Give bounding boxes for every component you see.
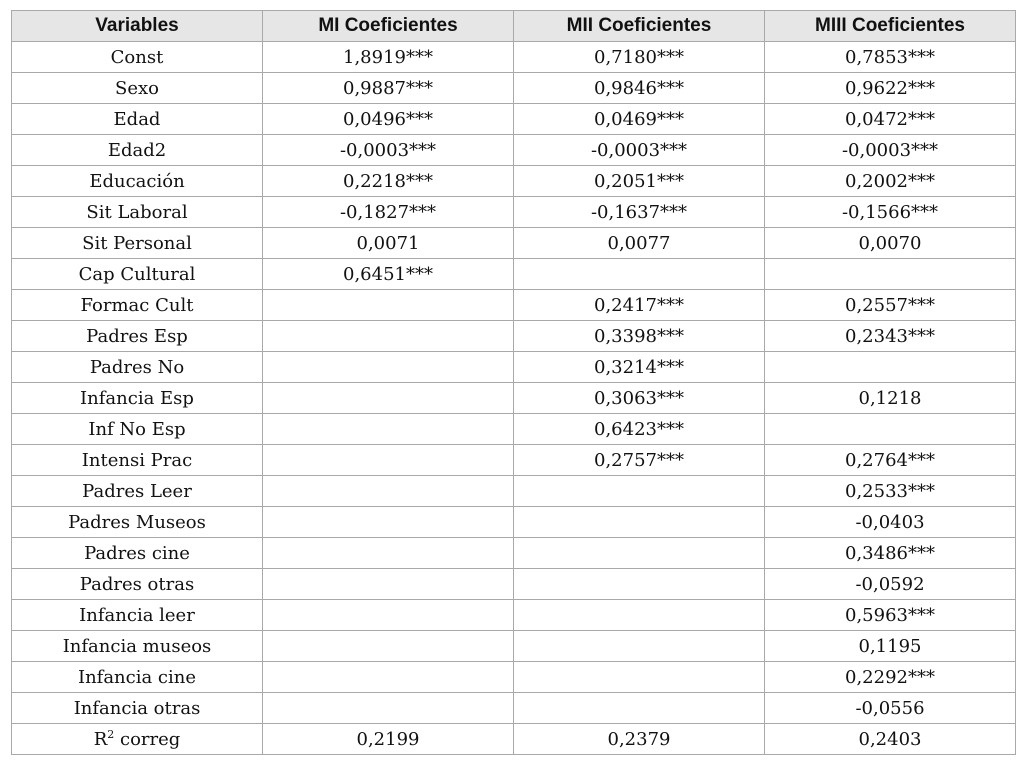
cell-mi: 1,8919*** [263, 42, 514, 73]
table-row [12, 104, 1016, 135]
cell-mi [263, 445, 514, 476]
r2-row [12, 724, 1016, 755]
cell-mii [514, 631, 765, 662]
cell-mii: 0,2051*** [514, 166, 765, 197]
cell-mi [263, 600, 514, 631]
cell-variable: Padres otras [12, 569, 263, 600]
cell-mii [514, 693, 765, 724]
table-row [12, 228, 1016, 259]
cell-variable: Inf No Esp [12, 414, 263, 445]
table-row [12, 507, 1016, 538]
r2-value-mi: 0,2199 [263, 724, 514, 755]
cell-miii: -0,0003*** [765, 135, 1016, 166]
cell-mii: 0,0077 [514, 228, 765, 259]
cell-miii: 0,2002*** [765, 166, 1016, 197]
cell-miii: 0,7853*** [765, 42, 1016, 73]
cell-mi [263, 321, 514, 352]
table-row [12, 662, 1016, 693]
cell-miii: -0,0403 [765, 507, 1016, 538]
cell-mi: -0,1827*** [263, 197, 514, 228]
cell-mi [263, 631, 514, 662]
cell-mii [514, 569, 765, 600]
cell-mii [514, 662, 765, 693]
cell-mii: 0,7180*** [514, 42, 765, 73]
cell-variable: Padres Esp [12, 321, 263, 352]
cell-variable: Const [12, 42, 263, 73]
cell-miii: 0,2292*** [765, 662, 1016, 693]
table-row [12, 569, 1016, 600]
table-body [12, 42, 1016, 724]
table-row [12, 383, 1016, 414]
cell-mi: 0,0071 [263, 228, 514, 259]
cell-mii [514, 600, 765, 631]
cell-variable: Sit Personal [12, 228, 263, 259]
cell-variable: Intensi Prac [12, 445, 263, 476]
cell-mii: 0,3063*** [514, 383, 765, 414]
table-row [12, 445, 1016, 476]
cell-mi [263, 569, 514, 600]
cell-variable: Cap Cultural [12, 259, 263, 290]
r2-label-base: R [93, 728, 108, 750]
cell-variable: Padres No [12, 352, 263, 383]
cell-variable: Padres Leer [12, 476, 263, 507]
table-row [12, 135, 1016, 166]
cell-mi [263, 476, 514, 507]
header-row [12, 11, 1016, 42]
cell-mi: -0,0003*** [263, 135, 514, 166]
cell-variable: Infancia otras [12, 693, 263, 724]
cell-mi [263, 538, 514, 569]
cell-mii [514, 259, 765, 290]
cell-mi [263, 383, 514, 414]
table-row [12, 600, 1016, 631]
cell-miii: 0,9622*** [765, 73, 1016, 104]
cell-miii: 0,1195 [765, 631, 1016, 662]
cell-mi: 0,0496*** [263, 104, 514, 135]
cell-mii: 0,0469*** [514, 104, 765, 135]
table-row [12, 538, 1016, 569]
r2-value-mii: 0,2379 [514, 724, 765, 755]
table-row [12, 290, 1016, 321]
table-row [12, 73, 1016, 104]
r2-label-cell [12, 724, 263, 755]
table-row [12, 414, 1016, 445]
cell-mi [263, 693, 514, 724]
cell-miii: 0,2764*** [765, 445, 1016, 476]
cell-miii: 0,0472*** [765, 104, 1016, 135]
cell-mii: 0,2417*** [514, 290, 765, 321]
table-row [12, 352, 1016, 383]
cell-variable: Sexo [12, 73, 263, 104]
cell-variable: Infancia leer [12, 600, 263, 631]
cell-mii: -0,0003*** [514, 135, 765, 166]
cell-mii: 0,9846*** [514, 73, 765, 104]
cell-mi [263, 352, 514, 383]
cell-mi: 0,2218*** [263, 166, 514, 197]
cell-mii: 0,3398*** [514, 321, 765, 352]
table-row [12, 197, 1016, 228]
cell-variable: Edad [12, 104, 263, 135]
cell-mi [263, 507, 514, 538]
cell-miii [765, 414, 1016, 445]
cell-variable: Formac Cult [12, 290, 263, 321]
cell-miii: 0,1218 [765, 383, 1016, 414]
header-mii-coeficientes: MII Coeficientes [514, 11, 765, 42]
r2-label-sup: 2 [107, 727, 115, 741]
cell-mii [514, 476, 765, 507]
cell-mii: -0,1637*** [514, 197, 765, 228]
cell-variable: Edad2 [12, 135, 263, 166]
cell-mi [263, 414, 514, 445]
cell-variable: Educación [12, 166, 263, 197]
cell-mii [514, 538, 765, 569]
header-miii-coeficientes: MIII Coeficientes [765, 11, 1016, 42]
cell-mii: 0,6423*** [514, 414, 765, 445]
table-row [12, 476, 1016, 507]
cell-mii [514, 507, 765, 538]
cell-mii: 0,2757*** [514, 445, 765, 476]
cell-variable: Infancia Esp [12, 383, 263, 414]
r2-value-miii: 0,2403 [765, 724, 1016, 755]
cell-miii: 0,5963*** [765, 600, 1016, 631]
cell-miii: 0,2343*** [765, 321, 1016, 352]
table-row [12, 42, 1016, 73]
cell-miii [765, 352, 1016, 383]
header-mi-coeficientes: MI Coeficientes [263, 11, 514, 42]
cell-mii: 0,3214*** [514, 352, 765, 383]
cell-variable: Padres cine [12, 538, 263, 569]
cell-variable: Infancia museos [12, 631, 263, 662]
table-row [12, 321, 1016, 352]
cell-mi: 0,6451*** [263, 259, 514, 290]
cell-variable: Padres Museos [12, 507, 263, 538]
cell-mi: 0,9887*** [263, 73, 514, 104]
header-variables: Variables [12, 11, 263, 42]
cell-mi [263, 290, 514, 321]
cell-miii: -0,0556 [765, 693, 1016, 724]
coefficients-table [11, 10, 1016, 755]
cell-mi [263, 662, 514, 693]
r2-label-rest: correg [114, 728, 181, 750]
table-row [12, 259, 1016, 290]
cell-miii: 0,3486*** [765, 538, 1016, 569]
cell-miii: 0,0070 [765, 228, 1016, 259]
cell-miii [765, 259, 1016, 290]
table-row [12, 693, 1016, 724]
table-row [12, 631, 1016, 662]
cell-variable: Sit Laboral [12, 197, 263, 228]
cell-miii: 0,2533*** [765, 476, 1016, 507]
cell-miii: 0,2557*** [765, 290, 1016, 321]
cell-miii: -0,0592 [765, 569, 1016, 600]
table-row [12, 166, 1016, 197]
cell-variable: Infancia cine [12, 662, 263, 693]
cell-miii: -0,1566*** [765, 197, 1016, 228]
